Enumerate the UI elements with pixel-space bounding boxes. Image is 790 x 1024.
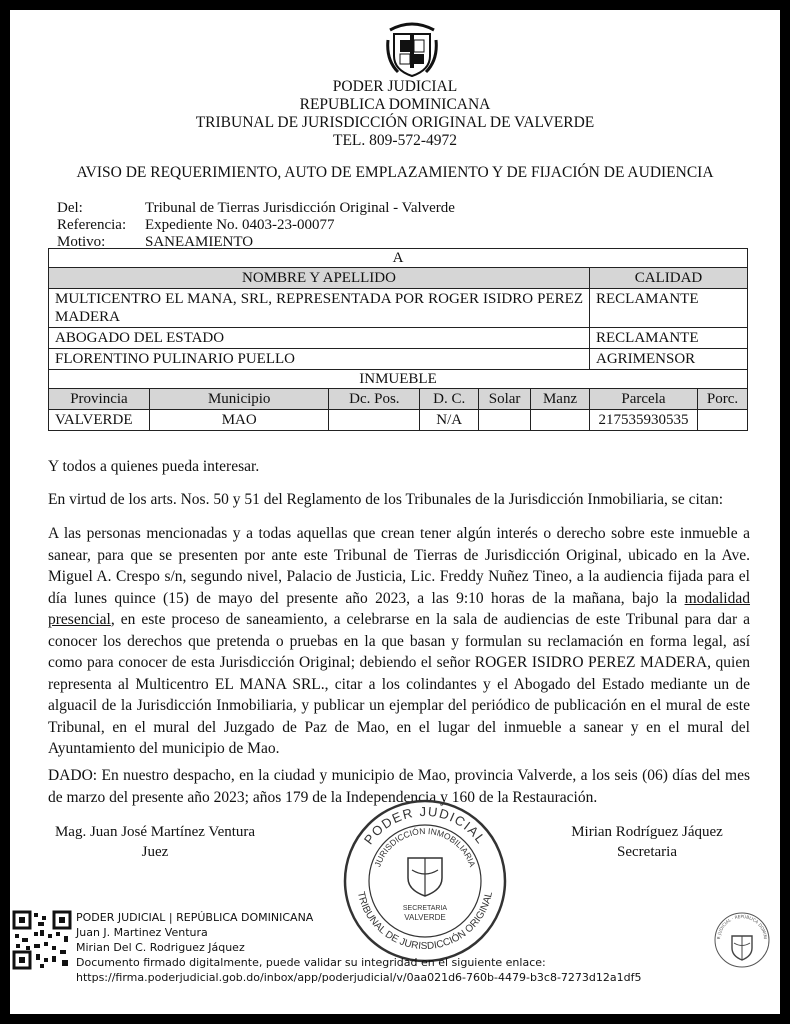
header-line-3: TRIBUNAL DE JURISDICCIÓN ORIGINAL DE VALVERDE [195, 114, 595, 131]
footer-validation-link[interactable]: https://firma.poderjudicial.gob.do/inbox/app/poderjudicial/v/0aa021d6-760b-4479-b3c8-7273d12a1df5 [76, 971, 642, 984]
modality-underlined: modalidad presencial [48, 589, 750, 628]
meta-value: Expediente No. 0403-23-00077 [145, 217, 335, 233]
footer-validation-note: Documento firmado digitalmente, puede validar su integridad en el siguiente enlace: [76, 956, 546, 969]
meta-label: Motivo: [57, 234, 106, 250]
paragraph-dado: DADO: En nuestro despacho, en la ciudad y municipio de Mao, provincia Valverde, a los seis (06) días del mes de marzo del presente año 2023; años 179 de la Independencia y 160 de la Restauración. [48, 767, 750, 806]
meta-label: Del: [57, 200, 83, 216]
cell-municipio: MAO [149, 410, 329, 431]
coat-of-arms-icon [386, 20, 438, 78]
meta-label: Referencia: [57, 217, 127, 233]
table-section-inmueble: INMUEBLE [49, 370, 748, 389]
header-line-1: PODER JUDICIAL [332, 78, 458, 95]
cell-dc-pos [329, 410, 420, 431]
secretary-signature-block [522, 822, 772, 862]
column-header-name: NOMBRE Y APELLIDO [49, 268, 590, 289]
party-name: FLORENTINO PULINARIO PUELLO [49, 349, 590, 370]
party-quality: AGRIMENSOR [590, 349, 748, 370]
party-name: ABOGADO DEL ESTADO [49, 328, 590, 349]
cell-parcela: 217535930535 [590, 410, 698, 431]
seal-inner-text: JURISDICCIÓN INMOBILIARIA [372, 825, 478, 869]
digital-signature-footer [76, 910, 642, 985]
seal-place-label: VALVERDE [404, 913, 446, 922]
summons-text-end: , en este proceso de saneamiento, a celebrarse en la sala de audiencias de este Tribunal para dar a conocer los derechos que pretenda o pruebas en la que basan y formulan su reclamación en forma legal, así como para conocer de esta Jurisdicción Original; debiendo el señor ROGER ISIDRO PEREZ MADERA, quien representa al Multicentro EL MANA SRL., citar a los colindantes y el Abogado del Estado mediante un de alguacil de la Jurisdicción Inmobiliaria, y publicar un ejemplar del periódico de publicación en el mural de este Tribunal, en el mural del Juzgado de Paz de Mao, en el lugar del inmueble a sanear y en el mural del Ayuntamiento del municipio de Mao. [48, 611, 750, 757]
column-header-porc: Porc. [697, 389, 747, 410]
paragraph-interested: Y todos a quienes pueda interesar. [48, 458, 260, 475]
column-header-municipio: Municipio [149, 389, 329, 410]
judge-title: Juez [141, 844, 169, 860]
cell-solar [479, 410, 531, 431]
document-title: AVISO DE REQUERIMIENTO, AUTO DE EMPLAZAMIENTO Y DE FIJACIÓN DE AUDIENCIA [76, 164, 714, 181]
cell-porc [697, 410, 747, 431]
table-row [49, 410, 748, 431]
table-row [49, 349, 748, 370]
cell-manz [531, 410, 590, 431]
header-line-2: REPUBLICA DOMINICANA [299, 96, 491, 113]
footer-institution: PODER JUDICIAL | REPÚBLICA DOMINICANA [76, 911, 314, 924]
document-page [10, 10, 780, 1014]
meta-row [57, 217, 335, 234]
qr-code-icon [12, 910, 72, 970]
judge-name: Mag. Juan José Martínez Ventura [54, 824, 256, 840]
header-line-4: TEL. 809-572-4972 [333, 132, 457, 149]
column-header-manz: Manz [531, 389, 590, 410]
column-header-dc-pos: Dc. Pos. [329, 389, 420, 410]
column-header-provincia: Provincia [49, 389, 150, 410]
column-header-dc: D. C. [420, 389, 479, 410]
table-section-a: A [49, 249, 748, 268]
cell-provincia: VALVERDE [49, 410, 150, 431]
seal-secretaria-label: SECRETARIA [402, 905, 448, 912]
svg-text:PODER JUDICIAL · REPÚBLICA DOM [712, 910, 768, 939]
column-header-solar: Solar [479, 389, 531, 410]
judge-signature-block [30, 822, 280, 862]
judiciary-seal-icon [712, 910, 772, 970]
seal-top-text: PODER JUDICIAL [360, 803, 490, 848]
summons-text-start: A las personas mencionadas y a todas aquellas que crean tener algún interés o derecho sobre este inmueble a sanear, para que se presenten por ante este Tribunal de Tierras de Jurisdicción Original, ubicado en la Ave. Miguel A. Crespo s/n, segundo nivel, Palacio de Justicia, Lic. Freddy Nuñez Tineo, a la audiencia fijada para el día lunes quince (15) de mayo del presente año 2023, a las 9:10 horas de la mañana, bajo la [48, 525, 750, 607]
paragraph-summons [48, 523, 750, 760]
footer-signer-2: Mirian Del C. Rodriguez Jáquez [76, 941, 245, 954]
secretary-title: Secretaria [617, 844, 677, 860]
party-quality: RECLAMANTE [590, 289, 748, 328]
parties-table [48, 248, 748, 431]
table-row [49, 289, 748, 328]
meta-value: SANEAMIENTO [145, 234, 254, 250]
seal-bottom-text: TRIBUNAL DE JURISDICCIÓN ORIGINAL [354, 890, 496, 953]
column-header-parcela: Parcela [590, 389, 698, 410]
table-row [49, 328, 748, 349]
party-name: MULTICENTRO EL MANA, SRL, REPRESENTADA POR ROGER ISIDRO PEREZ MADERA [49, 289, 590, 328]
footer-signer-1: Juan J. Martinez Ventura [76, 926, 208, 939]
party-quality: RECLAMANTE [590, 328, 748, 349]
secretary-name: Mirian Rodríguez Jáquez [571, 824, 723, 840]
meta-value: Tribunal de Tierras Jurisdicción Original - Valverde [145, 200, 455, 216]
meta-row [57, 200, 455, 217]
small-seal-text: R JUDICIAL · REPÚBLICA DOMINI [715, 913, 768, 940]
column-header-quality: CALIDAD [590, 268, 748, 289]
cell-dc: N/A [420, 410, 479, 431]
paragraph-legal-basis: En virtud de los arts. Nos. 50 y 51 del Reglamento de los Tribunales de la Jurisdicción Inmobiliaria, se citan: [48, 491, 723, 508]
